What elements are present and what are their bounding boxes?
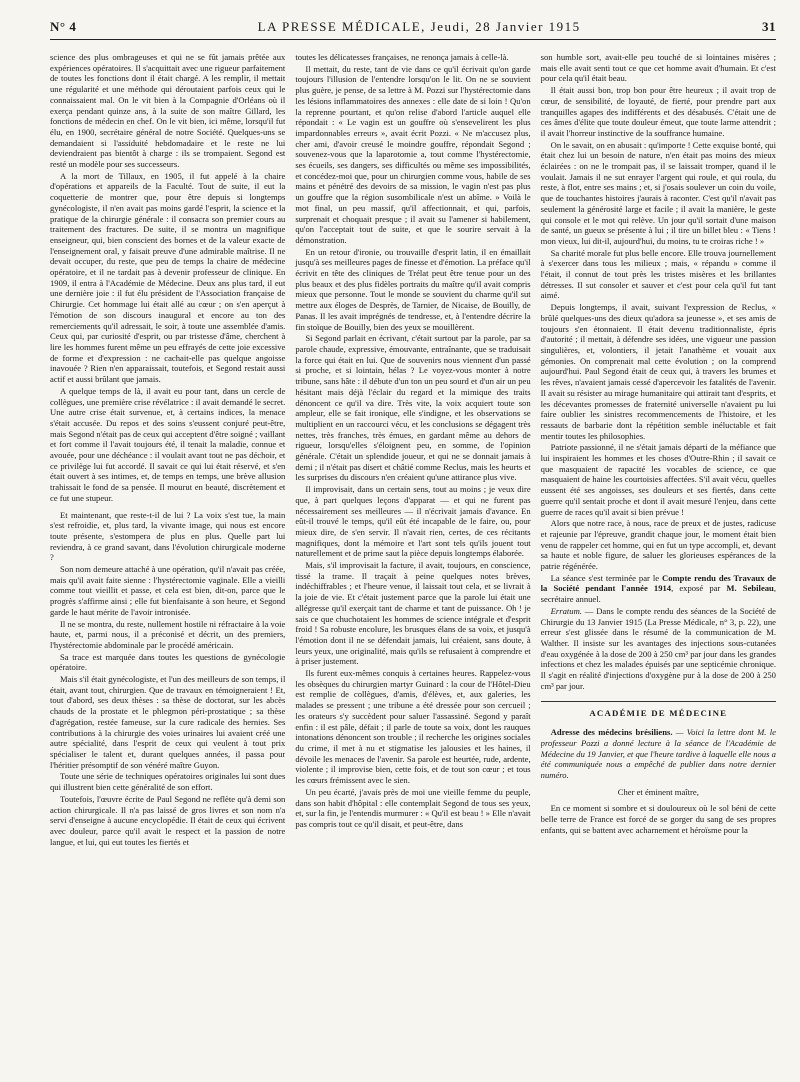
note-text: La séance s'est terminée par le [550,572,662,583]
paragraph: On le savait, on en abusait : qu'importe ! Cette exquise bonté, qui était chez lui un besoin de nature, n'en était pas moins des mieux éclairées : on ne le trompait pas, il se laissait tromper, quand il le voulait. Jamais il ne sut enrayer l'argent qui roule, et qui roula, du reste, à flot, entre ses mains ; et, si j'osais soulever un coin du voile, que de touchantes histoires j'aurais à raconter. C'est qu'il n'avait pas seulement la générosité large et facile ; il avait la manière, le geste qui console et le mot qui relève. Un jour qu'il sortait d'une maison de santé, un gueux se présente à lui ; il tire un billet bleu : « Tiens ! mon vieux, lui dit-il, aujourd'hui, du moins, tu te croiras riche ! » [540,139,776,246]
paragraph: Toutefois, l'œuvre écrite de Paul Segond ne reflète qu'à demi son action chirurgicale. Il n'a pas laissé de gros livres et son nom n'a servi d'enseigne à aucune encyclopédie. Il était de ceux qui écrivent avec douleur, parce qu'il avait le respect et la passion de notre langue, et lui, qui eut toutes les fiertés et [50,793,286,847]
running-header [50,0,776,40]
academy-item-title: Adresse des médecins brésiliens. [550,727,673,738]
paragraph: Alors que notre race, à nous, race de preux et de justes, radicuse et rajeunie par l'épreuve, grandit chaque jour, le moment était bien venu de rappeler cet homme, qui en fut un type accompli, et, devant sa haute et noble figure, de saluer les glorieuses espérances de la patrie régénérée. [540,518,776,572]
paragraph: son humble sort, avait-elle peu touché de si lointaines misères ; mais elle avait senti tout ce que cet homme avait d'humain. Et c'est pour cela qu'il était beau. [540,52,776,84]
paragraph: toutes les délicatesses françaises, ne renonça jamais à celle-là. [295,52,509,62]
paragraph: Ils furent eux-mêmes conquis à certaines heures. Rappelez-vous les obsèques du chirurgien martyr Guinard : la cour de l'Hôtel-Dieu est remplie de collègues, d'amis, d'élèves, et, aux galeries, les malades se pressent ; une tribune a été dressée pour son cercueil ; les orateurs s'y succèdent pour saluer l'assassiné. Segond y paraît enfin : il est pâle, défait ; il parle de toute sa voix, dont les rauques intonations dénoncent son trouble ; il recherche les origines sociales du crime, il met à nu et stigmatise les jalousies et les haines, il dévoile les menaces de l'avenir. Sa parole est heurtée, rude, ardente, violente ; il improvise bien, cette fois, et de tout son cœur ; et tous les cœurs frémissent avec le sien. [295,668,531,786]
column-right [541,52,776,1066]
section-divider [541,701,776,702]
paragraph: Son nom demeure attaché à une opération, qu'il n'avait pas créée, mais qu'il avait faite sienne : l'hystérectomie vaginale. Elle a vieilli comme tout vieillit et passe, et cela est bien, dit-on, parce que le progrès s'affirme ainsi ; elle fut bienfaisante à son heure, et Segond garde le haut mérite de l'avoir intronisée. [50,564,286,617]
paragraph: Toute une série de techniques opératoires originales lui sont dues qui illustrent bien cette généralité de son effort. [50,771,286,793]
note-report-title: Compte rendu des Travaux de la Société pendant l'année 1914 [540,572,776,594]
paragraph: Sa charité morale fut plus belle encore. Elle trouva journellement à s'exercer dans tous les milieux ; mais, « répandu » comme il l'était, il connut de tout près les tristes misères et les brillantes détresses. Il sut consoler et sauver et c'est pour cela qu'il fut tant aimé. [540,247,776,301]
session-closing-note [541,573,776,605]
academy-item-text: — Voici la lettre dont M. le professeur Pozzi a donné lecture à la séance de l'Académie de Médecine du 19 Janvier, et que l'heure tardive à laquelle elle nous a été communiquée nous a empêché de publier dans notre dernier numéro. [540,727,776,780]
erratum-text: — Dans le compte rendu des séances de la Société de Chirurgie du 13 Janvier 1915 (La Presse Médicale, n° 3, p. 22), une erreur s'est glissée dans le résumé de la communication de M. Walther. Il insiste sur les avantages des injections sous-cutanées d'eau oxygénée à la dose de 200 à 250 cm³ par jour dans les grandes infections et chez les malades épuisés par une septicémie chronique. Il s'agit en réalité d'injections d'oxygène pur à la dose de 200 à 250 cm³ par jour. [540,605,776,691]
letter-salutation: Cher et éminent maître, [617,786,699,797]
text-columns [50,52,776,1066]
erratum [541,606,776,692]
paragraph: Un peu écarté, j'avais près de moi une vieille femme du peuple, dans son habit d'hôpital : elle contemplait Segond de tous ses yeux, et, sur la fin, je l'entendis murmurer : « Qu'il est beau ! » Elle n'avait pas compris tout ce qu'il disait, et peut-être, dans [295,786,531,829]
academy-intro [541,727,776,781]
journal-title: LA PRESSE MÉDICALE, Jeudi, 28 Janvier 1915 [257,19,581,34]
note-author: M. Sebileau [726,583,774,594]
paragraph: science des plus ombrageuses et qui ne se fût jamais prêtée aux expériences opératoires. Il s'acquittait avec une rigueur parfaitement de toutes les fonctions dont il était chargé. A les remplir, il mettait une régularité et une méthode qui déroutaient parfois ceux qui le connaissaient mal. On le vit bien à la Compagnie d'Orléans où il exerça pendant quinze ans, à la suite de son maître Gillard, les fonctions de médecin en chef. On le vit bien, ici même, lorsqu'il fut élu, en 1900, secrétaire général de notre Société. Quelques-uns se demandaient si l'assiduité hebdomadaire et le reste ne lui deviendraient pas bientôt à charge : ils se trompaient. Segond est resté un modèle pour ses successeurs. [50,52,286,170]
paragraph: Il ne se montra, du reste, nullement hostile ni réfractaire à la voie haute, et, parmi nous, il a préconisé et décrit, un des premiers, l'hystérectomie abdominale par le procédé américain. [50,618,286,650]
erratum-label: Erratum. [550,605,582,616]
note-text: , secrétaire annuel. [540,583,776,605]
paragraph: Depuis longtemps, il avait, suivant l'expression de Reclus, « brûlé quelques-uns des dieux qu'adora sa jeunesse », et ses amis de toujours s'en étonnaient. Il était devenu traditionnaliste, épris d'autorité ; il mettait, à défendre ses idées, une vigueur une passion singulières, et, volontiers, il jetait l'anathème et vouait aux gémonies. On comprenait mal cette évolution ; on la comprend aujourd'hui. Paul Segond était de ceux qui, à travers les brumes et les rêves, n'avaient jamais cessé d'apercevoir les fatalités de l'avenir. Il avait su résister au mirage humanitaire qui attirait tant d'esprits, et les décevantes promesses de fraternité universelle n'avaient pu lui faire oublier les sinistres recommencements de l'histoire, et les ressauts de barbarie dont la répétition semble inéluctable et fait mentir toutes les philosophies. [540,302,776,441]
paragraph: En un retour d'ironie, ou trouvaille d'esprit latin, il en émaillait jusqu'à ses meilleures pages de finesse et d'émotion. La préface qu'il écrivit en tête des cliniques de Trélat peut être tenue pour un des plus beaux et des plus fidèles portraits du maître qu'il avait compris mieux que personne. Tout le monde se souvient du charme qu'il sut mettre aux éloges de Desprès, de Tarnier, de Nicaise, de Bouilly, de Panas. Il les avait imprégnés de tendresse, et, à l'entendre décrire la fin stoïque de Bouilly, bien des yeux se mouillèrent. [295,246,531,332]
paragraph: Sa trace est marquée dans toutes les questions de gynécologie opératoire. [50,651,286,673]
column-left [50,52,285,1066]
paragraph: A la mort de Tillaux, en 1905, il fut appelé à la chaire d'opérations et appareils de la Faculté. Tout de suite, il eut la coquetterie de montrer que, pour être depuis si longtemps gynécologiste, il n'en avait pas moins gardé l'esprit, la science et la pratique de la chirurgie générale : il consacra son premier cours au traitement des fractures. De suite, il se montra un magnifique enseigneur, qui, bien conscient des bornes et de la valeur exacte de l'enseignement oral, y faisait preuve d'une admirable maîtrise. Il ne devait occuper, du reste, que peu de temps la chaire de médecine opératoire, et il ne tardait pas à devenir professeur de clinique. En 1909, il entra à l'Académie de Médecine. Deux ans plus tard, il eut une dernière joie : il fut élu président de l'Association française de Chirurgie. Cet hommage lui était allé au cœur ; on s'en aperçut à l'émotion de son discours inaugural et encore au ton des remerciements qu'il adressait, le soir, à toute une assemblée d'amis. Ceux qui, par curiosité d'esprit, ou par tristesse d'âme, cherchent à lire les hommes furent même un peu effrayés de cette joie excessive de forme et d'expression : ne cachait-elle pas quelque angoisse inavouée ? Rien n'en apparaissait, toutefois, et Segond restait aussi actif et aussi brûlant que jamais. [50,170,286,385]
section-heading: ACADÉMIE DE MÉDECINE [589,708,728,719]
page-number: 31 [762,19,776,34]
paragraph: En ce moment si sombre et si douloureux où le sol béni de cette belle terre de France est forcé de se gorger du sang de ses propres enfants, qui se battent avec acharnement et héroïsme pour la [540,803,776,835]
paragraph: Il improvisait, dans un certain sens, tout au moins ; je veux dire que, à part quelques leçons d'apparat — et qui ne furent pas nécessairement ses meilleures — il n'écrivait jamais d'avance. En eût-il trouvé le temps, qu'il eût été incapable de le faire, ou, pour mieux dire, de s'en servir. Il n'avait rien, certes, de ces récitants magnifiques, dont la mémoire et l'art sont tels qu'ils jouent tout naturellement et de prime saut la pièce depuis longtemps élaborée. [295,484,531,559]
paragraph: Et maintenant, que reste-t-il de lui ? La voix s'est tue, la main s'est refroidie, et, plus tard, la vivante image, qui nous est encore toute présente, s'estompera de plus en plus. Quelle part lui reviendra, à ce grand savant, dans l'évolution chirurgicale moderne ? [50,509,286,563]
paragraph: A quelque temps de là, il avait eu pour tant, dans un cercle de collègues, une première crise révélatrice : il avait demandé le secret. Une autre crise était survenue, et, à certains indices, la menace s'était accusée. Du repos et des soins s'eussent conjuré peut-être, mais Segond n'était pas de ceux qui acceptent d'être soigné ; vaillant et fort comme il l'avait toujours été, il tenait la maladie, connue et avouée, pour une déchéance : il voulait avant tout ne pas déchoir, et ce privilège lui fut accordé. Il savait ce qui lui était réservé, et s'en était ouvert à ses intimes, et, de temps en temps, une brève allusion trahissait le fond de sa pensée. Il mourut en beauté, discrètement et ce fut une stupeur. [50,385,286,503]
column-middle [295,52,530,1066]
paragraph: Mais s'il était gynécologiste, et l'un des meilleurs de son temps, il était, avant tout, chirurgien. Que de travaux en témoigneraient ! Et, tout d'abord, ses deux thèses : sa thèse de doctorat, sur les abcès chauds de la prostate et le phlegmon péri-prostatique ; sa thèse d'agrégation, restée fameuse, sur la cure radicale des hernies. Ses contributions à la chirurgie des voies urinaires lui avaient créé une autre spécialité, dans l'esprit de ceux qui veulent à tout prix spécialiser le talent et, durant quelques années, il passa pour l'héritier présomptif de son vénéré maître Guyon. [50,674,286,770]
paragraph: Il mettait, du reste, tant de vie dans ce qu'il écrivait qu'on garde toujours l'illusion de l'entendre lorsqu'on le lit. On ne se souvient plus guère, je pense, de sa lettre à M. Pozzi sur l'hystérectomie dans les lésions inflammatoires des annexes : elle date de si loin ! Qu'on la reprenne pourtant, et qu'on relise d'abord l'article auquel elle répondait : « Le vagin est un gouffre où s'ensevelirent les plus impardonnables erreurs », avait écrit Pozzi. « Ne m'accusez plus, cher ami, d'avoir creusé le moindre gouffre, répondait Segond ; souvenez-vous que la laparotomie a, tout comme l'hystérectomie, ses écueils, ses dangers, ses difficultés ou même ses impossibilités, et concédez-moi que, pour un chirurgien comme vous, habile de ses mains et pénétré des devoirs de sa mission, le vagin n'est pas plus un gouffre que la région susombilicale n'est un abîme. » Voilà le mot final, un peu massif, qu'il affectionnait, et qui, parfois, surprenait et choquait presque ; il avait su l'amener si habilement, qu'on l'acceptait tout de suite, et que le sourire servait à la démonstration. [295,63,531,245]
paragraph: Si Segond parlait en écrivant, c'était surtout par la parole, par sa parole chaude, expressive, émouvante, entraînante, que se traduisait la force qui était en lui. Que de souvenirs nous viennent d'un passé si proche, et si lointain, hélas ? Le voyez-vous monter à notre tribune, sans hâte : il débute d'un ton un peu sourd et d'un air un peu hésitant mais déjà l'éclair du regard et la mimique des traits dénoncent ce qu'il va dire. Très vite, la voix acquiert toute son ampleur, elle se fait ironique, elle s'indigne, et les observations se multiplient en un raccourci vécu, et les conclusions se dégagent très nettes, très franches, très émues, en gardant même au dehors de rigueur, lorsqu'elles s'éloignent peu, en somme, de l'opinion générale. C'était un splendide joueur, et qui ne se donnait jamais à demi ; il n'était pas disert et châtié comme Reclus, mais les heurts et les surprises du discours n'en créaient qu'une attirance plus vive. [295,333,531,483]
issue-number: N° 4 [50,19,77,34]
note-text: , exposé par [671,583,727,594]
paragraph: Patriote passionné, il ne s'était jamais départi de la méfiance que lui inspiraient les hommes et les choses d'Outre-Rhin ; il savait ce que masquaient de rapacité les vocables de science, ce que masquaient de haine les courtoisies affectées. S'il avait vécu, quelles eussent été ses angoisses, ses douleurs et ses fiertés, dans cette guerre qu'il sentait proche et dont il avait mesuré l'enjeu, dans cette guerre de races qu'il avait si bien prévue ! [540,442,776,517]
paragraph: Il était aussi bon, trop bon pour être heureux ; il avait trop de cœur, de sensibilité, de loyauté, de fierté, pour prendre part aux tranquilles agapes des indifférents et des désabusés. C'était une de ces âmes d'élite que toute douleur émeut, que toute larme attendrit ; il avait l'horreur instinctive de la souffrance humaine. [540,85,776,138]
paragraph: Mais, s'il improvisait la facture, il avait, toujours, en conscience, tissé la trame. Il traçait à peine quelques notes brèves, indéchiffrables ; et l'heure venue, il laissait tout cela, et se livrait à la joie de vie. Et c'était justement parce que la parole lui était une allégresse qu'il exerçait tant de charme et tant de puissance. Oh ! je sais ce que chuchotaient les hommes de science intégrale et d'esprit froid ! Sa robuste encolure, les brusques élans de sa voix, et jusqu'à l'émotion dont il ne se défendait jamais, lui créaient, sans doute, à leurs yeux, une originalité, mais qu'ils se refusaient à comprendre et à priser justement. [295,560,531,667]
